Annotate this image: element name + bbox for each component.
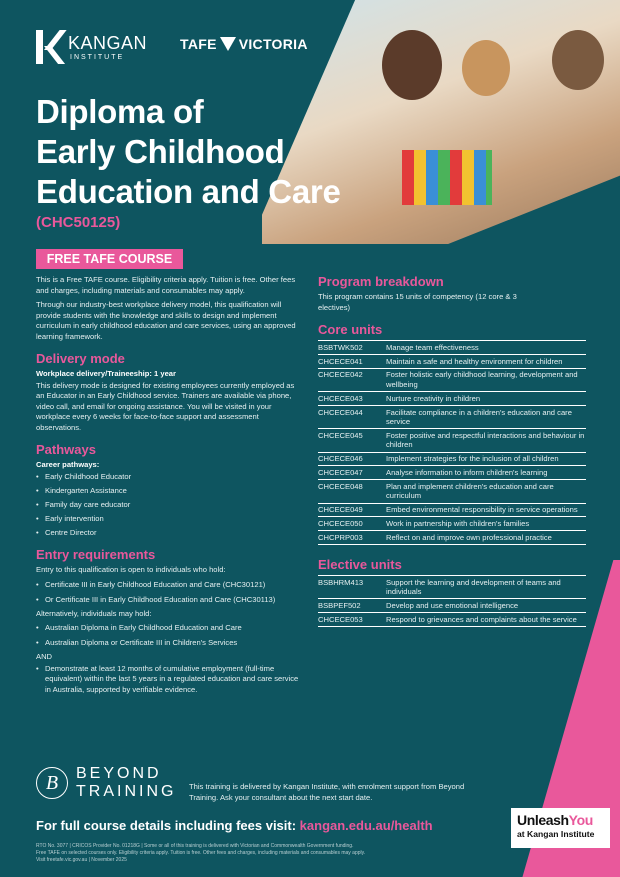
photo-blocks: [402, 150, 492, 205]
entry-list-1: [36, 580, 304, 605]
table-row: [318, 341, 586, 355]
title-line: Diploma of: [36, 93, 204, 130]
table-row: [318, 517, 586, 531]
unleash-word: Unleash: [517, 812, 569, 828]
unit-code: CHCPRP003: [318, 531, 386, 545]
title-line: Early Childhood: [36, 133, 285, 170]
list-item: • Early intervention: [36, 514, 304, 525]
pathways-heading: Pathways: [36, 441, 96, 457]
free-tafe-badge: FREE TAFE COURSE: [36, 249, 183, 269]
unit-name: Manage team effectiveness: [386, 341, 586, 355]
unit-name: Develop and use emotional intelligence: [386, 599, 586, 613]
table-row: [318, 405, 586, 428]
table-row: [318, 392, 586, 406]
core-units-table: [318, 340, 586, 545]
unit-code: CHCECE046: [318, 452, 386, 466]
unleash-you-logo: [511, 808, 610, 848]
table-row: [318, 531, 586, 545]
pathways-sub: Career pathways:: [36, 459, 100, 469]
table-row: [318, 354, 586, 368]
list-item: • Centre Director: [36, 528, 304, 539]
unit-name: Support the learning and development of teams and individuals: [386, 575, 586, 598]
core-heading: Core units: [318, 322, 383, 338]
left-column: [36, 275, 304, 699]
list-item: • Demonstrate at least 12 months of cumulative employment (full-time equivalent) within the last 5 years in a regulated education and care service in Australia, supported by verifiable evidence.: [36, 664, 304, 696]
elective-units-table: [318, 575, 586, 627]
unit-code: BSBTWK502: [318, 341, 386, 355]
table-row: [318, 368, 586, 391]
unit-code: BSBHRM413: [318, 575, 386, 598]
table-row: [318, 599, 586, 613]
beyond-training-logo: [36, 765, 176, 801]
fine-line: Visit freetafe.vic.gov.au | November 2025: [36, 857, 127, 863]
unit-name: Foster holistic early childhood learning, development and wellbeing: [386, 368, 586, 391]
table-row: [318, 452, 586, 466]
beyond-line-2: TRAINING: [76, 783, 177, 800]
unit-name: Implement strategies for the inclusion of all children: [386, 452, 586, 466]
unit-name: Nurture creativity in children: [386, 392, 586, 406]
intro-paragraph-1: This is a Free TAFE course. Eligibility criteria apply. Tuition is free. Other fees and charges, including materials and consumables may apply.: [36, 275, 296, 295]
table-row: [318, 480, 586, 503]
unit-name: Analyse information to inform children's learning: [386, 466, 586, 480]
entry-intro: Entry to this qualification is open to individuals who hold:: [36, 564, 226, 574]
elective-heading: Elective units: [318, 556, 402, 572]
kangan-sub: INSTITUTE: [70, 53, 125, 61]
entry-list-3: [36, 664, 304, 696]
photo-figure-girl: [462, 40, 510, 96]
course-title: [36, 92, 341, 212]
unit-code: CHCECE045: [318, 429, 386, 452]
tafe-right: VICTORIA: [238, 36, 308, 52]
tafe-triangle-icon: [220, 37, 236, 51]
table-row: [318, 429, 586, 452]
table-row: [318, 503, 586, 517]
delivery-text: This delivery mode is designed for existing employees currently employed as an Educator in an Early Childhood service. Trainers are available via phone, video call, and email for ongoing assistance. You will be visited in your workplace every 6 weeks for face-to-face support and assessment observations.: [36, 380, 295, 432]
fine-line: RTO No. 3077 | CRICOS Provider No. 01218G | Some or all of this training is delivered with Victorian and Commonwealth Government funding.: [36, 843, 354, 849]
photo-figure-boy: [552, 30, 604, 90]
beyond-b-icon: B: [36, 767, 68, 799]
beyond-note: This training is delivered by Kangan Institute, with enrolment support from Beyond Training. Ask your consultant about the next start date.: [189, 782, 465, 802]
unit-code: CHCECE041: [318, 354, 386, 368]
list-item: • Australian Diploma or Certificate III in Children's Services: [36, 638, 304, 649]
intro-paragraph-2: Through our industry-best workplace delivery model, this qualification will provide students with the knowledge and skills to design and implement curriculum in early childhood education and care services, using an approved learning framework.: [36, 300, 296, 341]
delivery-heading: Delivery mode: [36, 350, 125, 366]
unit-name: Reflect on and improve own professional practice: [386, 531, 586, 545]
table-row: [318, 613, 586, 627]
table-row: [318, 466, 586, 480]
unit-code: CHCECE050: [318, 517, 386, 531]
tafe-left: TAFE: [180, 36, 217, 52]
fine-line: Free TAFE on selected courses only. Eligibility criteria apply. Tuition is free. Other fees and charges, including materials and consumables may apply.: [36, 850, 366, 856]
fine-print: [36, 843, 506, 864]
unit-code: CHCECE042: [318, 368, 386, 391]
title-line: Education and Care: [36, 173, 341, 210]
you-word: You: [568, 812, 593, 828]
kangan-k-icon: [36, 30, 62, 64]
unit-name: Work in partnership with children's families: [386, 517, 586, 531]
unit-name: Facilitate compliance in a children's education and care service: [386, 405, 586, 428]
cta-link[interactable]: kangan.edu.au/health: [299, 818, 433, 833]
unit-code: CHCECE049: [318, 503, 386, 517]
unit-name: Foster positive and respectful interactions and behaviour in children: [386, 429, 586, 452]
unit-name: Plan and implement children's education and care curriculum: [386, 480, 586, 503]
unit-code: CHCECE044: [318, 405, 386, 428]
kangan-logo: [36, 30, 147, 64]
unit-name: Maintain a safe and healthy environment for children: [386, 354, 586, 368]
unit-name: Respond to grievances and complaints about the service: [386, 613, 586, 627]
entry-alt: Alternatively, individuals may hold:: [36, 608, 152, 618]
program-text: This program contains 15 units of competency (12 core & 3 electives): [318, 292, 517, 312]
entry-and: AND: [36, 651, 53, 661]
list-item: • Certificate III in Early Childhood Education and Care (CHC30121): [36, 580, 304, 591]
cta-text: For full course details including fees visit:: [36, 818, 300, 833]
photo-figure-teacher: [382, 30, 442, 100]
entry-list-2: [36, 623, 304, 648]
unit-code: CHCECE048: [318, 480, 386, 503]
list-item: • Or Certificate III in Early Childhood Education and Care (CHC30113): [36, 595, 304, 606]
unit-code: CHCECE053: [318, 613, 386, 627]
right-column: [318, 274, 586, 627]
list-item: • Australian Diploma in Early Childhood Education and Care: [36, 623, 304, 634]
delivery-sub: Workplace delivery/Traineeship: 1 year: [36, 368, 176, 378]
entry-heading: Entry requirements: [36, 546, 156, 562]
tafe-victoria-logo: [180, 36, 308, 52]
unit-name: Embed environmental responsibility in service operations: [386, 503, 586, 517]
list-item: • Early Childhood Educator: [36, 472, 304, 483]
pathways-list: [36, 472, 304, 539]
kangan-name: KANGAN: [68, 32, 148, 53]
list-item: • Kindergarten Assistance: [36, 486, 304, 497]
unit-code: CHCECE047: [318, 466, 386, 480]
beyond-line-1: BEYOND: [76, 765, 162, 782]
list-item: • Family day care educator: [36, 500, 304, 511]
course-code: (CHC50125): [36, 214, 121, 231]
unit-code: CHCECE043: [318, 392, 386, 406]
table-row: [318, 575, 586, 598]
program-heading: Program breakdown: [318, 274, 444, 289]
unit-code: BSBPEF502: [318, 599, 386, 613]
cta-line: [36, 818, 433, 833]
unleash-line-2: at Kangan Institute: [517, 829, 595, 839]
